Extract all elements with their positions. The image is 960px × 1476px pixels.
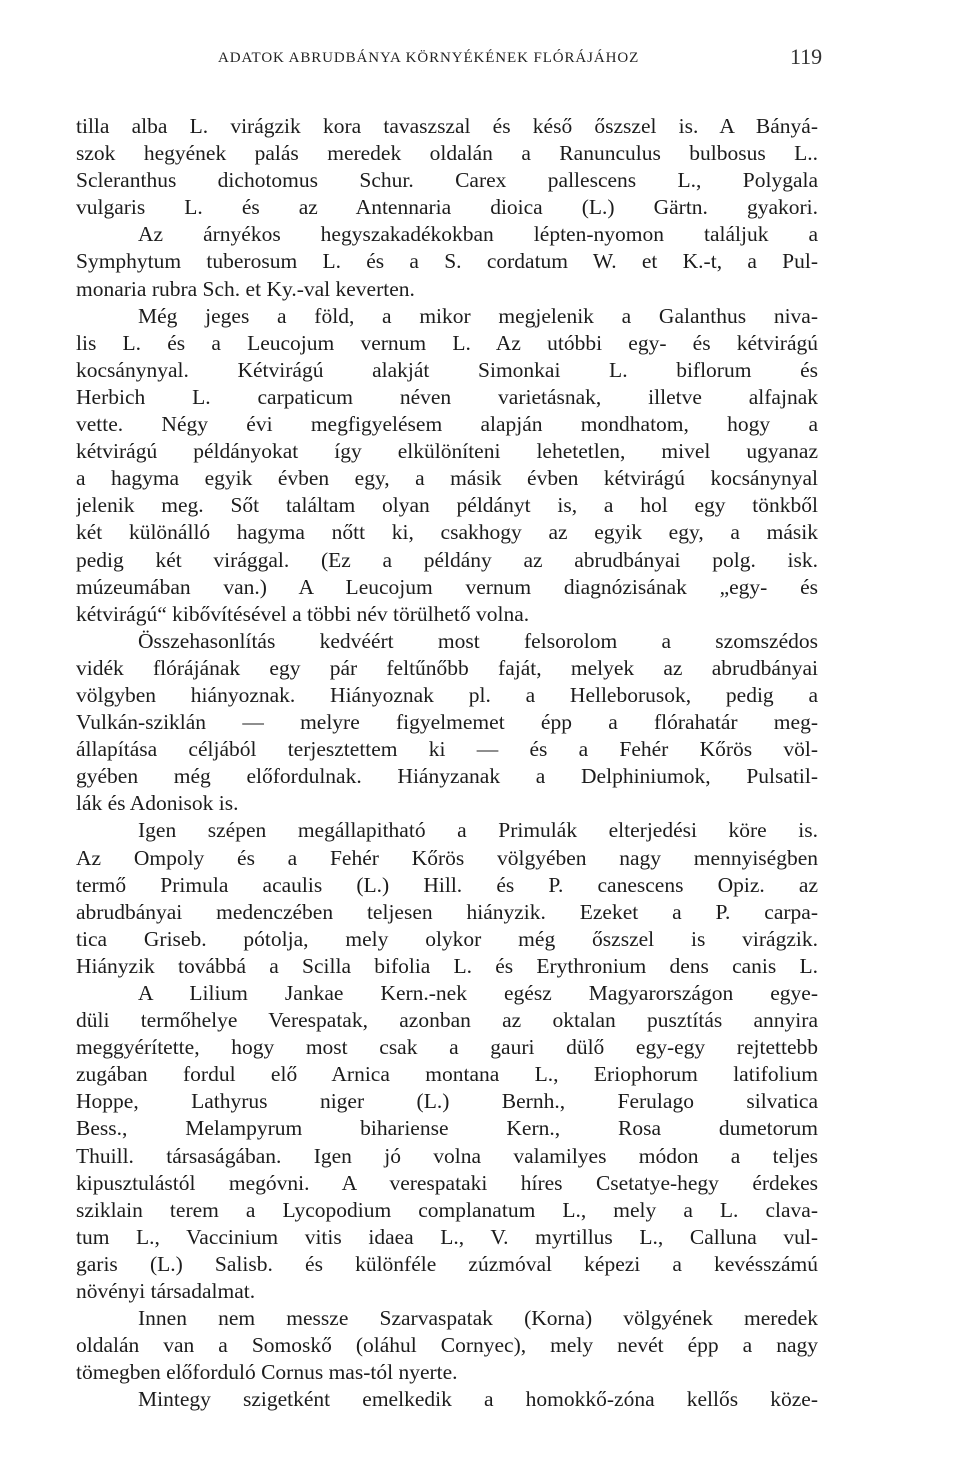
- text-line: Herbich L. carpaticum néven varietásnak, illetve alfajnak: [76, 384, 818, 409]
- text-line: Mintegy szigetként emelkedik a homokkő-zóna kellős köze-: [138, 1387, 818, 1412]
- text-line: sziklain terem a Lycopodium complanatum L., mely a L. clava-: [76, 1197, 818, 1222]
- text-line: Hoppe, Lathyrus niger (L.) Bernh., Ferulago silvatica: [76, 1089, 818, 1114]
- text-line: Scleranthus dichotomus Schur. Carex pallescens L., Polygala: [76, 168, 818, 193]
- text-line: abrudbányai medenczében teljesen hiányzik. Ezeket a P. carpa-: [76, 899, 818, 924]
- text-line: kétvirágú példányokat így elkülöníteni lehetetlen, mivel ugyanaz: [76, 439, 818, 464]
- page-number: 119: [790, 44, 823, 69]
- text-line: Igen szépen megállapitható a Primulák elterjedési köre is.: [138, 818, 818, 843]
- text-line: lák és Adonisok is.: [76, 791, 239, 816]
- text-line: múzeumában van.) A Leucojum vernum diagnózisának „egy- és: [76, 574, 818, 599]
- text-line: két különálló hagyma nőtt ki, csakhogy az egyik egy, a másik: [76, 520, 818, 545]
- text-line: termő Primula acaulis (L.) Hill. és P. canescens Opiz. az: [76, 872, 818, 897]
- running-title: ADATOK ABRUDBÁNYA KÖRNYÉKÉNEK FLÓRÁJÁHOZ: [218, 50, 640, 66]
- text-line: Az árnyékos hegyszakadékokban lépten-nyomon találjuk a: [138, 222, 818, 247]
- text-line: oldalán van a Somoskő (oláhul Cornyec), mely nevét épp a nagy: [76, 1333, 818, 1358]
- text-line: A Lilium Jankae Kern.-nek egész Magyarországon egye-: [138, 981, 818, 1005]
- text-line: vulgaris L. és az Antennaria dioica (L.) Gärtn. gyakori.: [76, 195, 818, 220]
- text-line: tömegben előforduló Cornus mas-tól nyerte.: [76, 1360, 458, 1385]
- text-line: a hagyma egyik évben egy, a másik évben kétvirágú kocsánynyal: [76, 466, 818, 491]
- text-line: Vulkán-sziklán — melyre figyelmemet épp a flórahatár meg-: [76, 710, 818, 735]
- text-line: tica Griseb. pótolja, mely olykor még őszszel is virágzik.: [76, 926, 818, 951]
- text-line: tilla alba L. virágzik kora tavaszszal és késő őszszel is. A Bányá-: [76, 114, 818, 138]
- text-line: kétvirágú“ kibővítésével a többi név törülhető volna.: [76, 601, 530, 626]
- text-line: Innen nem messze Szarvaspatak (Korna) völgyének meredek: [138, 1306, 818, 1331]
- text-line: Hiányzik továbbá a Scilla bifolia L. és Erythronium dens canis L.: [76, 953, 818, 978]
- text-line: vidék flórájának egy pár feltűnőbb faját, melyek az abrudbányai: [76, 655, 818, 680]
- text-line: meggyérítette, hogy most csak a gauri dülő egy-egy rejtettebb: [76, 1035, 818, 1060]
- text-line: zugában fordul elő Arnica montana L., Eriophorum latifolium: [76, 1062, 818, 1087]
- text-line: jelenik meg. Sőt találtam olyan példányt is, a hol egy tönkből: [76, 493, 818, 518]
- text-line: gyében még előfordulnak. Hiányzanak a Delphiniumok, Pulsatil-: [76, 764, 818, 789]
- text-line: Symphytum tuberosum L. és a S. cordatum W. et K.-t, a Pul-: [76, 249, 818, 274]
- text-line: vette. Négy évi megfigyelésem alapján mondhatom, hogy a: [76, 412, 818, 437]
- text-line: lis L. és a Leucojum vernum L. Az utóbbi egy- és kétvirágú: [76, 330, 818, 355]
- text-line: monaria rubra Sch. et Ky.-val keverten.: [76, 276, 415, 301]
- body-text: [76, 113, 818, 1414]
- text-line: kocsánynyal. Kétvirágú alakját Simonkai L. biflorum és: [76, 357, 818, 382]
- text-line: kipusztulástól megóvni. A verespataki híres Csetatye-hegy érdekes: [76, 1170, 818, 1195]
- text-line: pedig két virággal. (Ez a példány az abrudbányai polg. isk.: [76, 547, 818, 572]
- text-line: völgyben hiányoznak. Hiányoznak pl. a Helleborusok, pedig a: [76, 682, 818, 707]
- text-line: Az Ompoly és a Fehér Kőrös völgyében nagy mennyiségben: [76, 845, 818, 870]
- text-line: Thuill. társaságában. Igen jó volna valamilyes módon a teljes: [76, 1143, 818, 1168]
- text-line: állapítása céljából terjesztettem ki — és a Fehér Kőrös völ-: [76, 737, 818, 762]
- text-line: düli termőhelye Verespatak, azonban az oktalan pusztítás annyira: [76, 1008, 818, 1033]
- text-line: növényi társadalmat.: [76, 1279, 256, 1304]
- text-line: Még jeges a föld, a mikor megjelenik a Galanthus niva-: [138, 303, 818, 328]
- text-line: szok hegyének palás meredek oldalán a Ranunculus bulbosus L..: [76, 141, 818, 166]
- text-line: Összehasonlítás kedvéért most felsorolom a szomszédos: [138, 628, 818, 653]
- page-header: [0, 44, 960, 74]
- text-line: tum L., Vaccinium vitis idaea L., V. myrtillus L., Calluna vul-: [76, 1224, 818, 1249]
- text-line: Bess., Melampyrum bihariense Kern., Rosa dumetorum: [76, 1116, 818, 1141]
- text-line: garis (L.) Salisb. és különféle zúzmóval képezi a kevésszámú: [76, 1251, 818, 1276]
